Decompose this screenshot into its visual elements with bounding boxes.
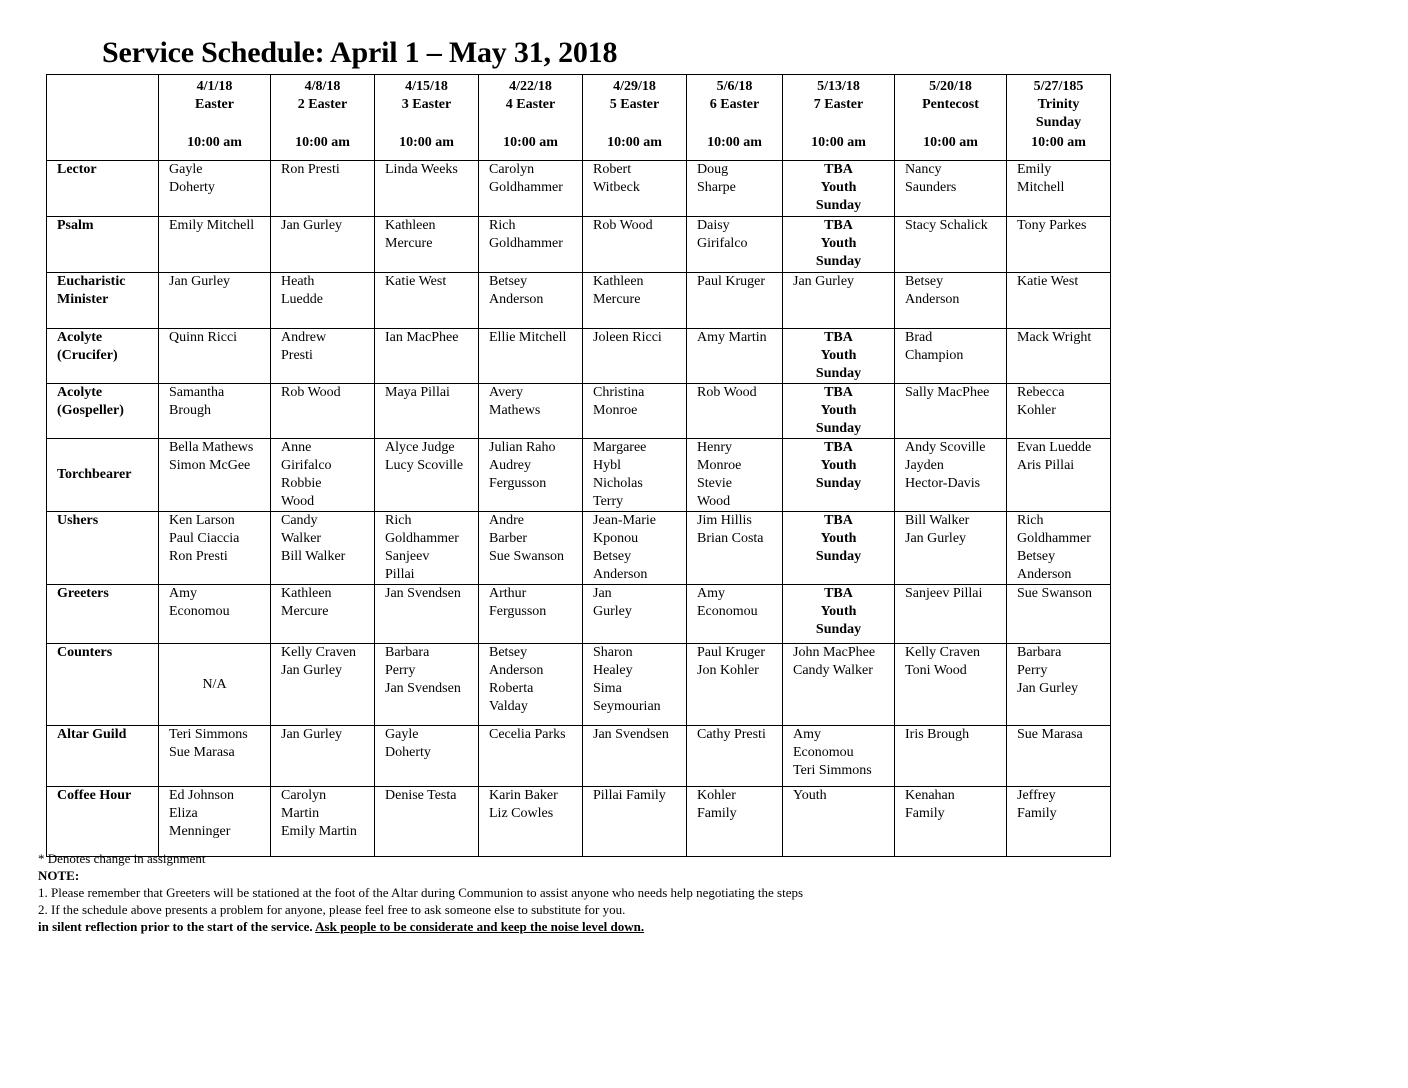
service-name: 4 Easter	[505, 97, 556, 112]
service-time: 10:00 am	[399, 135, 454, 150]
service-time: 10:00 am	[295, 135, 350, 150]
assignment-cell: Jeffrey Family	[1007, 787, 1111, 857]
assignment-cell: Iris Brough	[895, 726, 1007, 787]
assignment-cell: Katie West	[1007, 273, 1111, 329]
assignment-cell: Cecelia Parks	[479, 726, 583, 787]
service-time: 10:00 am	[187, 135, 242, 150]
role-label: Acolyte (Crucifer)	[47, 329, 159, 384]
assignment-cell: Youth	[783, 787, 895, 857]
assignment-cell: Betsey Anderson	[895, 273, 1007, 329]
assignment-cell: Carolyn Martin Emily Martin	[271, 787, 375, 857]
assignment-cell: Emily Mitchell	[159, 217, 271, 273]
assignment-cell: Paul Kruger Jon Kohler	[687, 644, 783, 726]
assignment-cell: Margaree Hybl Nicholas Terry	[583, 439, 687, 512]
note-3	[38, 918, 803, 935]
assignment-cell: Amy Economou	[687, 585, 783, 644]
assignment-cell: Katie West	[375, 273, 479, 329]
assignment-cell: Jan Gurley	[271, 726, 375, 787]
assignment-cell: Ellie Mitchell	[479, 329, 583, 384]
service-date: 4/22/18	[509, 79, 552, 94]
assignment-cell: Julian Raho Audrey Fergusson	[479, 439, 583, 512]
role-label: Torchbearer	[47, 439, 159, 512]
assignment-cell: Amy Economou Teri Simmons	[783, 726, 895, 787]
assignment-cell: Rob Wood	[583, 217, 687, 273]
assignment-cell: Andre Barber Sue Swanson	[479, 512, 583, 585]
assignment-cell: Barbara Perry Jan Gurley	[1007, 644, 1111, 726]
service-time: 10:00 am	[811, 135, 866, 150]
assignment-cell: Mack Wright	[1007, 329, 1111, 384]
role-label: Eucharistic Minister	[47, 273, 159, 329]
assignment-cell: Brad Champion	[895, 329, 1007, 384]
assignment-cell: TBA Youth Sunday	[783, 161, 895, 217]
service-date: 4/1/18	[196, 79, 233, 94]
assignment-cell: Andy Scoville Jayden Hector-Davis	[895, 439, 1007, 512]
assignment-cell: Stacy Schalick	[895, 217, 1007, 273]
assignment-cell: Christina Monroe	[583, 384, 687, 439]
assignment-cell: Jim Hillis Brian Costa	[687, 512, 783, 585]
change-legend: * Denotes change in assignment	[38, 851, 206, 866]
assignment-cell: Ed Johnson Eliza Menninger	[159, 787, 271, 857]
assignment-cell: Sally MacPhee	[895, 384, 1007, 439]
assignment-cell: Avery Mathews	[479, 384, 583, 439]
table-row	[47, 329, 1111, 384]
assignment-cell: Gayle Doherty	[375, 726, 479, 787]
assignment-cell: Teri Simmons Sue Marasa	[159, 726, 271, 787]
assignment-cell: Candy Walker Bill Walker	[271, 512, 375, 585]
assignment-cell: Paul Kruger	[687, 273, 783, 329]
service-schedule-table	[46, 74, 1111, 857]
service-time: 10:00 am	[923, 135, 978, 150]
assignment-cell: Rich Goldhammer Betsey Anderson	[1007, 512, 1111, 585]
assignment-cell: Kelly Craven Toni Wood	[895, 644, 1007, 726]
role-label: Acolyte (Gospeller)	[47, 384, 159, 439]
table-row	[47, 512, 1111, 585]
assignment-cell: Andrew Presti	[271, 329, 375, 384]
assignment-cell: TBA Youth Sunday	[783, 329, 895, 384]
assignment-cell: Jan Svendsen	[583, 726, 687, 787]
note-heading: NOTE:	[38, 868, 80, 883]
assignment-cell: Carolyn Goldhammer	[479, 161, 583, 217]
service-name: 3 Easter	[401, 97, 452, 112]
role-label: Counters	[47, 644, 159, 726]
assignment-cell: Arthur Fergusson	[479, 585, 583, 644]
assignment-cell: Henry Monroe Stevie Wood	[687, 439, 783, 512]
service-name: Pentecost	[922, 97, 979, 112]
assignment-cell: Amy Economou	[159, 585, 271, 644]
assignment-cell: Jan Gurley	[159, 273, 271, 329]
assignment-cell: Alyce Judge Lucy Scoville	[375, 439, 479, 512]
assignment-cell: TBA Youth Sunday	[783, 217, 895, 273]
assignment-cell: N/A	[159, 644, 271, 726]
table-row	[47, 585, 1111, 644]
assignment-cell: Bella Mathews Simon McGee	[159, 439, 271, 512]
assignment-cell: TBA Youth Sunday	[783, 585, 895, 644]
service-date-header	[687, 75, 783, 161]
role-label: Greeters	[47, 585, 159, 644]
service-date-header	[1007, 75, 1111, 161]
note-2: 2. If the schedule above presents a problem for anyone, please feel free to ask someone else to substitute for you.	[38, 902, 626, 917]
table-row	[47, 787, 1111, 857]
service-date: 4/29/18	[613, 79, 656, 94]
assignment-cell: Rob Wood	[271, 384, 375, 439]
assignment-cell: Rebecca Kohler	[1007, 384, 1111, 439]
table-row	[47, 217, 1111, 273]
service-time: 10:00 am	[503, 135, 558, 150]
assignment-cell: Jean-Marie Kponou Betsey Anderson	[583, 512, 687, 585]
assignment-cell: Ken Larson Paul Ciaccia Ron Presti	[159, 512, 271, 585]
assignment-cell: Jan Gurley	[271, 217, 375, 273]
service-date: 5/20/18	[929, 79, 972, 94]
assignment-cell: Denise Testa	[375, 787, 479, 857]
role-label: Ushers	[47, 512, 159, 585]
assignment-cell: Sharon Healey Sima Seymourian	[583, 644, 687, 726]
assignment-cell: Linda Weeks	[375, 161, 479, 217]
assignment-cell: Emily Mitchell	[1007, 161, 1111, 217]
assignment-cell: Jan Gurley	[783, 273, 895, 329]
note-3-text: in silent reflection prior to the start of the service.	[38, 919, 316, 934]
assignment-cell: Rich Goldhammer	[479, 217, 583, 273]
assignment-cell: Tony Parkes	[1007, 217, 1111, 273]
service-name: 5 Easter	[609, 97, 660, 112]
assignment-cell: TBA Youth Sunday	[783, 439, 895, 512]
assignment-cell: Joleen Ricci	[583, 329, 687, 384]
assignment-cell: Evan Luedde Aris Pillai	[1007, 439, 1111, 512]
service-date-header	[159, 75, 271, 161]
service-time: 10:00 am	[1031, 135, 1086, 150]
assignment-cell: Kelly Craven Jan Gurley	[271, 644, 375, 726]
assignment-cell: Kathleen Mercure	[583, 273, 687, 329]
assignment-cell: Betsey Anderson	[479, 273, 583, 329]
assignment-cell: Betsey Anderson Roberta Valday	[479, 644, 583, 726]
assignment-cell: John MacPhee Candy Walker	[783, 644, 895, 726]
assignment-cell: Rich Goldhammer Sanjeev Pillai	[375, 512, 479, 585]
table-row	[47, 726, 1111, 787]
service-name: 6 Easter	[709, 97, 760, 112]
assignment-cell: Gayle Doherty	[159, 161, 271, 217]
assignment-cell: Sue Marasa	[1007, 726, 1111, 787]
table-row	[47, 384, 1111, 439]
service-date: 5/6/18	[716, 79, 753, 94]
role-label: Altar Guild	[47, 726, 159, 787]
assignment-cell: Heath Luedde	[271, 273, 375, 329]
service-time: 10:00 am	[707, 135, 762, 150]
assignment-cell: Doug Sharpe	[687, 161, 783, 217]
assignment-cell: Amy Martin	[687, 329, 783, 384]
assignment-cell: Jan Svendsen	[375, 585, 479, 644]
service-name: Trinity Sunday	[1035, 97, 1082, 130]
assignment-cell: Kathleen Mercure	[271, 585, 375, 644]
service-name: Easter	[195, 97, 234, 112]
assignment-cell: TBA Youth Sunday	[783, 512, 895, 585]
header-corner-cell	[47, 75, 159, 161]
assignment-cell: Jan Gurley	[583, 585, 687, 644]
service-date-header	[479, 75, 583, 161]
assignment-cell: Sanjeev Pillai	[895, 585, 1007, 644]
service-date-header	[375, 75, 479, 161]
assignment-cell: Kohler Family	[687, 787, 783, 857]
assignment-cell: Anne Girifalco Robbie Wood	[271, 439, 375, 512]
service-date: 4/15/18	[405, 79, 448, 94]
assignment-cell: Robert Witbeck	[583, 161, 687, 217]
assignment-cell: Sue Swanson	[1007, 585, 1111, 644]
assignment-cell: TBA Youth Sunday	[783, 384, 895, 439]
service-date-header	[583, 75, 687, 161]
service-date-header	[783, 75, 895, 161]
assignment-cell: Nancy Saunders	[895, 161, 1007, 217]
assignment-cell: Samantha Brough	[159, 384, 271, 439]
page-title: Service Schedule: April 1 – May 31, 2018	[102, 36, 618, 69]
service-time: 10:00 am	[607, 135, 662, 150]
assignment-cell: Daisy Girifalco	[687, 217, 783, 273]
assignment-cell: Karin Baker Liz Cowles	[479, 787, 583, 857]
assignment-cell: Barbara Perry Jan Svendsen	[375, 644, 479, 726]
note-3-emphasis: Ask people to be considerate and keep the noise level down.	[315, 919, 645, 934]
assignment-cell: Maya Pillai	[375, 384, 479, 439]
role-label: Psalm	[47, 217, 159, 273]
service-date-header	[895, 75, 1007, 161]
assignment-cell: Rob Wood	[687, 384, 783, 439]
service-name: 7 Easter	[813, 97, 864, 112]
service-date-header	[271, 75, 375, 161]
schedule-header-row	[47, 75, 1111, 161]
table-row	[47, 273, 1111, 329]
table-row	[47, 644, 1111, 726]
assignment-cell: Kathleen Mercure	[375, 217, 479, 273]
service-name: 2 Easter	[297, 97, 348, 112]
note-1: 1. Please remember that Greeters will be stationed at the foot of the Altar during Communion to assist anyone who needs help negotiating the steps	[38, 885, 804, 900]
assignment-cell: Ian MacPhee	[375, 329, 479, 384]
role-label: Lector	[47, 161, 159, 217]
service-date: 5/13/18	[817, 79, 860, 94]
assignment-cell: Quinn Ricci	[159, 329, 271, 384]
table-row	[47, 439, 1111, 512]
assignment-cell: Bill Walker Jan Gurley	[895, 512, 1007, 585]
table-row	[47, 161, 1111, 217]
notes-section	[38, 850, 803, 935]
assignment-cell: Pillai Family	[583, 787, 687, 857]
assignment-cell: Kenahan Family	[895, 787, 1007, 857]
assignment-cell: Ron Presti	[271, 161, 375, 217]
service-date: 4/8/18	[304, 79, 341, 94]
assignment-cell: Cathy Presti	[687, 726, 783, 787]
service-date: 5/27/185	[1033, 79, 1084, 94]
role-label: Coffee Hour	[47, 787, 159, 857]
